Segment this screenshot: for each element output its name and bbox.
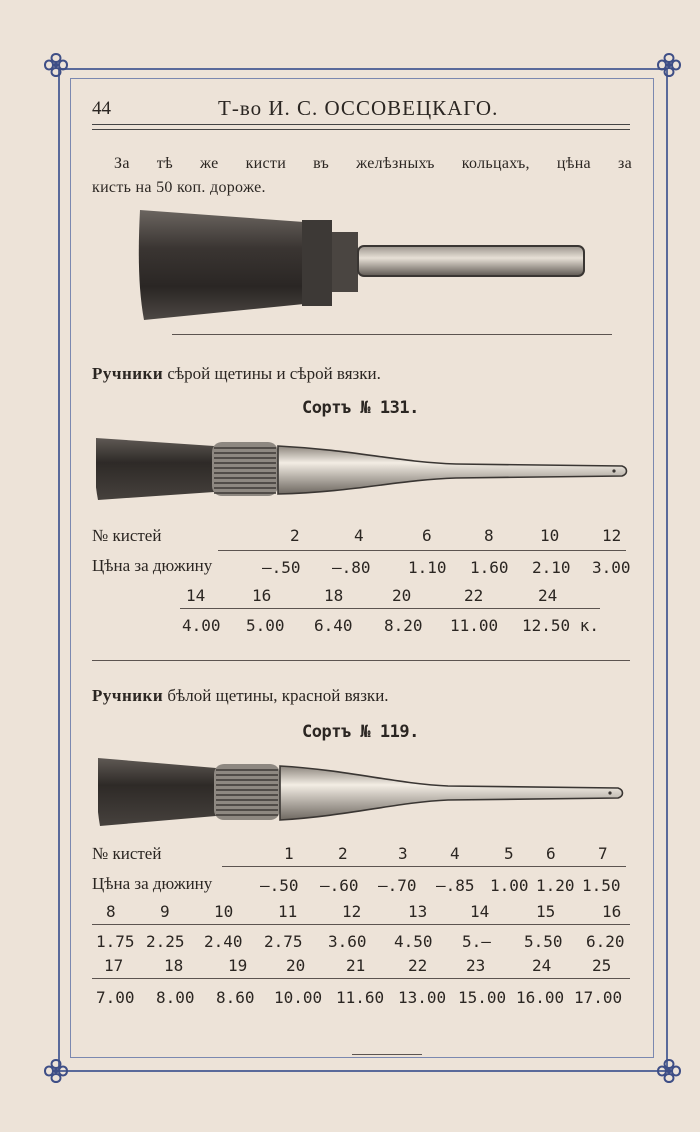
round-brush-illustration (98, 756, 626, 828)
section1-price: 6.40 (314, 616, 353, 635)
section1-price: 1.10 (408, 558, 447, 577)
section2-price: 10.00 (274, 988, 323, 1007)
section1-price: —.50 (262, 558, 301, 577)
round-brush-illustration (96, 436, 628, 506)
section2-number: 8 (106, 902, 116, 921)
corner-ornament-icon (43, 52, 69, 78)
section2-price: 2.40 (204, 932, 243, 951)
section2-price: 1.75 (96, 932, 135, 951)
section1-price-label: Цѣна за дюжину (92, 556, 213, 575)
intro-line-2: кисть на 50 коп. дороже. (92, 179, 266, 196)
section2-price-label: Цѣна за дюжину (92, 874, 213, 893)
section2-number: 20 (286, 956, 306, 975)
section1-price: 11.00 (450, 616, 499, 635)
table-rule (180, 608, 600, 609)
section2-number: 15 (536, 902, 556, 921)
section1-number: 20 (392, 586, 412, 605)
section1-number: 18 (324, 586, 344, 605)
corner-ornament-icon (656, 52, 682, 78)
section2-title-rest: бѣлой щетины, красной вязки. (163, 686, 389, 705)
section2-number: 21 (346, 956, 366, 975)
section2-price: 5.50 (524, 932, 563, 951)
page-content (92, 92, 632, 1052)
section1-number: 24 (538, 586, 558, 605)
section2-number: 2 (338, 844, 348, 863)
section-divider (92, 660, 630, 661)
page-title: Т-во И. С. ОССОВЕЦКАГО. (218, 96, 499, 120)
section1-number: 2 (290, 526, 300, 545)
section2-number: 6 (546, 844, 556, 863)
section2-price: —.70 (378, 876, 417, 895)
section2-price: 17.00 (574, 988, 623, 1007)
section2-price: —.50 (260, 876, 299, 895)
table-rule (222, 866, 626, 867)
section2-title (92, 686, 389, 706)
section1-number: 10 (540, 526, 560, 545)
footer-rule (352, 1054, 422, 1055)
intro-line-1: За тѣ же кисти въ желѣзныхъ кольцахъ, цѣна за (114, 155, 632, 172)
section2-price: 7.00 (96, 988, 135, 1007)
section2-price: —.60 (320, 876, 359, 895)
section1-number: 6 (422, 526, 432, 545)
section1-title-rest: сѣрой щетины и сѣрой вязки. (163, 364, 381, 383)
corner-ornament-icon (656, 1058, 682, 1084)
section2-number: 18 (164, 956, 184, 975)
section2-number: 25 (592, 956, 612, 975)
flat-brush-illustration (136, 208, 586, 324)
intro-paragraph (92, 152, 632, 200)
section2-price: 8.00 (156, 988, 195, 1007)
section2-number: 24 (532, 956, 552, 975)
section2-number: 19 (228, 956, 248, 975)
section2-sort: Сортъ № 119. (302, 722, 419, 742)
section1-number: 4 (354, 526, 364, 545)
section2-price: 16.00 (516, 988, 565, 1007)
table-rule (92, 924, 630, 925)
section1-number: 8 (484, 526, 494, 545)
section2-title-bold: Ручники (92, 686, 164, 705)
section2-number: 1 (284, 844, 294, 863)
section1-number: 14 (186, 586, 206, 605)
section2-price: 13.00 (398, 988, 447, 1007)
section2-count-label: № кистей (92, 844, 162, 863)
section2-price: 15.00 (458, 988, 507, 1007)
header-rule (92, 124, 630, 130)
section2-price: —.85 (436, 876, 475, 895)
section2-number: 14 (470, 902, 490, 921)
section2-price: 2.75 (264, 932, 303, 951)
section1-number: 12 (602, 526, 622, 545)
section2-number: 7 (598, 844, 608, 863)
page-number: 44 (92, 98, 111, 119)
table-rule (218, 550, 626, 551)
section1-price: 1.60 (470, 558, 509, 577)
section2-price: 4.50 (394, 932, 433, 951)
section1-price: 2.10 (532, 558, 571, 577)
section1-price: 4.00 (182, 616, 221, 635)
section1-price: 8.20 (384, 616, 423, 635)
section2-price: 8.60 (216, 988, 255, 1007)
section1-price: —.80 (332, 558, 371, 577)
section2-price: 1.00 (490, 876, 529, 895)
section2-price: 11.60 (336, 988, 385, 1007)
section1-price: 5.00 (246, 616, 285, 635)
section1-number: 16 (252, 586, 272, 605)
section2-number: 4 (450, 844, 460, 863)
section2-price: 3.60 (328, 932, 367, 951)
section2-price: 1.50 (582, 876, 621, 895)
section2-price: 2.25 (146, 932, 185, 951)
section2-number: 10 (214, 902, 234, 921)
section2-number: 23 (466, 956, 486, 975)
section1-price: 12.50 к. (522, 616, 600, 635)
section-divider (172, 334, 612, 335)
section2-number: 17 (104, 956, 124, 975)
corner-ornament-icon (43, 1058, 69, 1084)
section2-price: 1.20 (536, 876, 575, 895)
section2-price: 5.— (462, 932, 491, 951)
section1-title-bold: Ручники (92, 364, 164, 383)
section2-number: 12 (342, 902, 362, 921)
section2-number: 16 (602, 902, 622, 921)
section2-number: 11 (278, 902, 298, 921)
section2-number: 9 (160, 902, 170, 921)
section2-price: 6.20 (586, 932, 625, 951)
table-rule (92, 978, 630, 979)
section2-number: 22 (408, 956, 428, 975)
section1-number: 22 (464, 586, 484, 605)
section2-number: 13 (408, 902, 428, 921)
section1-count-label: № кистей (92, 526, 162, 545)
section2-number: 3 (398, 844, 408, 863)
section1-price: 3.00 (592, 558, 631, 577)
page-header (92, 92, 632, 126)
section1-sort: Сортъ № 131. (302, 398, 419, 418)
section2-number: 5 (504, 844, 514, 863)
section1-title (92, 364, 381, 384)
